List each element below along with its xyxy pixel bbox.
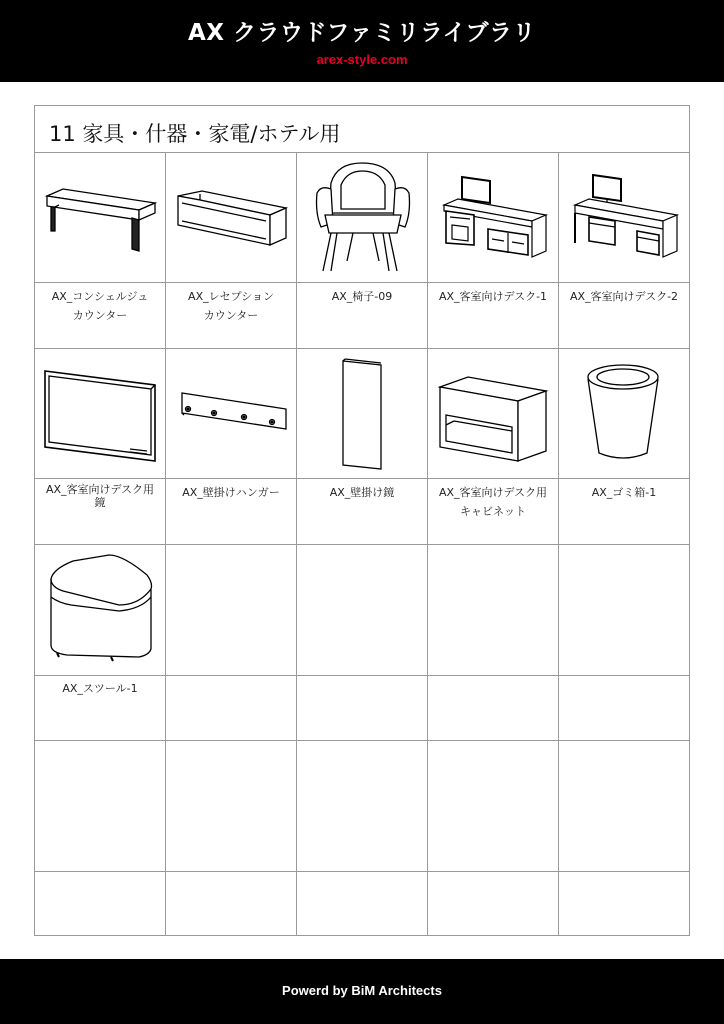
item-label: AX_レセプション カウンター bbox=[188, 290, 274, 322]
item-thumbnail[interactable] bbox=[166, 349, 296, 474]
grid-line bbox=[34, 740, 690, 741]
item-thumbnail[interactable] bbox=[559, 349, 689, 474]
item-thumbnail[interactable] bbox=[297, 153, 427, 278]
page-footer bbox=[0, 959, 724, 1024]
item-thumbnail[interactable] bbox=[559, 153, 689, 278]
item-thumbnail[interactable] bbox=[35, 349, 165, 474]
category-title: 11 家具・什器・家電/ホテル用 bbox=[49, 122, 341, 146]
page-header bbox=[0, 0, 724, 82]
item-thumbnail[interactable] bbox=[297, 349, 427, 474]
credit-text: Powerd by BiM Architects bbox=[282, 983, 442, 998]
site-url-link[interactable]: arex-style.com bbox=[316, 52, 408, 67]
armchair-icon bbox=[297, 153, 427, 278]
item-thumbnail[interactable] bbox=[428, 349, 558, 474]
item-thumbnail[interactable] bbox=[166, 153, 296, 278]
item-label: AX_壁掛けハンガー bbox=[182, 486, 280, 499]
item-label: AX_客室向けデスク-2 bbox=[569, 290, 679, 303]
grid-line bbox=[34, 282, 690, 283]
grid-line bbox=[34, 871, 690, 872]
item-label: AX_ゴミ箱-1 bbox=[591, 486, 657, 499]
stool-icon bbox=[35, 545, 165, 670]
guest-room-desk-2-icon bbox=[559, 153, 689, 278]
item-label: AX_客室向けデスク用 鏡 bbox=[45, 483, 155, 509]
item-thumbnail[interactable] bbox=[35, 545, 165, 670]
item-label: AX_スツール-1 bbox=[62, 682, 138, 695]
grid-line bbox=[34, 478, 690, 479]
grid-line bbox=[34, 675, 690, 676]
desk-cabinet-icon bbox=[428, 349, 558, 474]
reception-counter-icon bbox=[166, 153, 296, 278]
desk-mirror-icon bbox=[35, 349, 165, 474]
item-label: AX_壁掛け鏡 bbox=[329, 486, 395, 499]
guest-room-desk-1-icon bbox=[428, 153, 558, 278]
item-label: AX_椅子-09 bbox=[331, 290, 393, 303]
wall-hanger-icon bbox=[166, 349, 296, 474]
item-thumbnail[interactable] bbox=[428, 153, 558, 278]
trash-bin-icon bbox=[559, 349, 689, 474]
item-label: AX_コンシェルジュ カウンター bbox=[51, 290, 149, 322]
item-thumbnail[interactable] bbox=[35, 153, 165, 278]
item-label: AX_客室向けデスク-1 bbox=[438, 290, 548, 303]
library-title: AX クラウドファミリライブラリ bbox=[187, 20, 536, 46]
concierge-counter-icon bbox=[35, 153, 165, 278]
item-label: AX_客室向けデスク用 キャビネット bbox=[438, 486, 548, 518]
wall-mirror-icon bbox=[297, 349, 427, 474]
